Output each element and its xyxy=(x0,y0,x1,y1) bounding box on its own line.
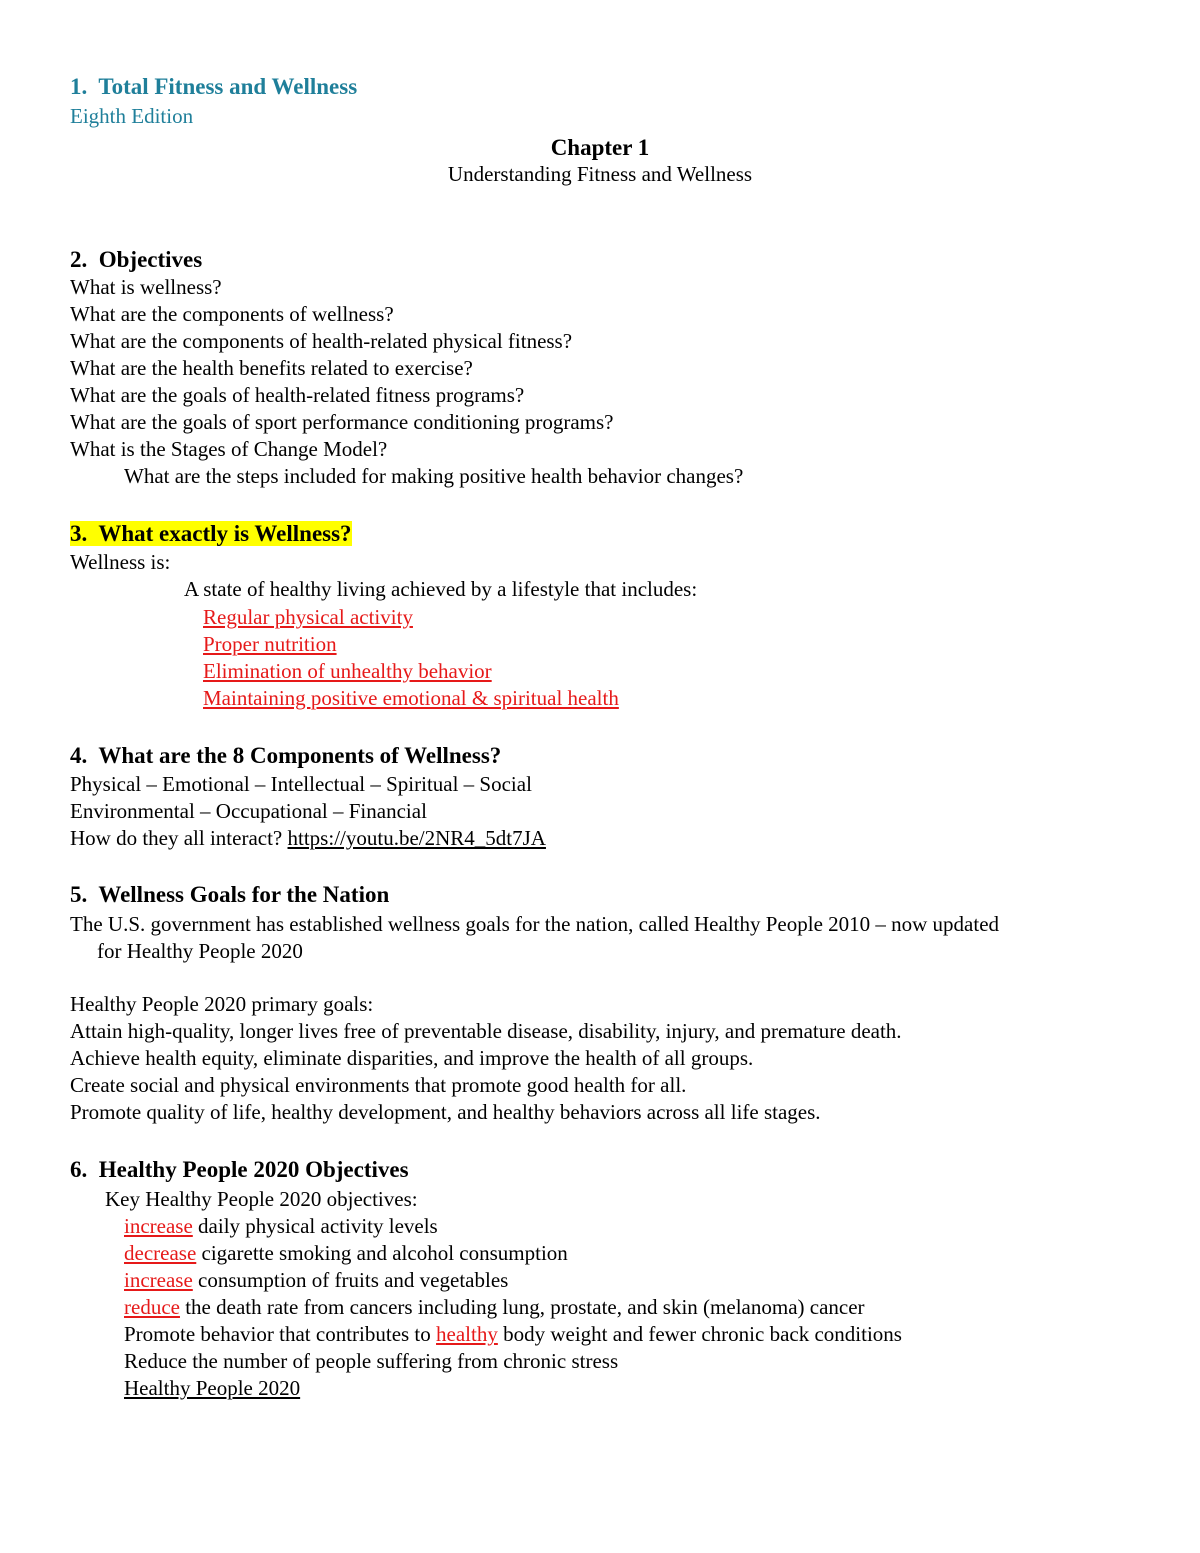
chapter-title: Chapter 1 xyxy=(550,135,650,160)
hp-objective-item xyxy=(124,1267,508,1294)
section-5-heading xyxy=(70,881,389,908)
section-6-title: Healthy People 2020 Objectives xyxy=(98,1157,409,1182)
section-5-number: 5. xyxy=(70,882,88,907)
wellness-definition: A state of healthy living achieved by a lifestyle that includes: xyxy=(184,577,698,601)
objective-item: What is the Stages of Change Model? xyxy=(70,437,388,461)
components-line-2: Environmental – Occupational – Financial xyxy=(70,799,427,823)
healthy-people-link[interactable]: Healthy People 2020 xyxy=(124,1376,301,1400)
lifestyle-item[interactable]: Regular physical activity xyxy=(203,605,413,629)
section-3-heading xyxy=(70,520,352,547)
section-1-title: Total Fitness and Wellness xyxy=(98,74,358,99)
lifestyle-item[interactable]: Maintaining positive emotional & spiritual health xyxy=(203,686,619,710)
youtube-link[interactable]: https://youtu.be/2NR4_5dt7JA xyxy=(287,826,546,850)
section-5-title: Wellness Goals for the Nation xyxy=(98,882,390,907)
objective-item: What are the health benefits related to exercise? xyxy=(70,356,473,380)
key-objectives-intro: Key Healthy People 2020 objectives: xyxy=(105,1187,418,1211)
objective-text: body weight and fewer chronic back conditions xyxy=(497,1322,902,1346)
hp-objective-item xyxy=(124,1294,865,1321)
objective-keyword[interactable]: reduce xyxy=(124,1295,180,1319)
section-3-title: What exactly is Wellness? xyxy=(98,521,352,546)
primary-goal-item: Attain high-quality, longer lives free of preventable disease, disability, injury, and premature death. xyxy=(70,1019,902,1043)
hp-objective-item xyxy=(124,1321,902,1348)
hp-objective-item: Reduce the number of people suffering from chronic stress xyxy=(124,1349,619,1373)
section-1-number: 1. xyxy=(70,74,88,99)
objective-text: consumption of fruits and vegetables xyxy=(192,1268,509,1292)
components-line-1: Physical – Emotional – Intellectual – Spiritual – Social xyxy=(70,772,532,796)
primary-goals-heading: Healthy People 2020 primary goals: xyxy=(70,992,374,1016)
primary-goal-item: Promote quality of life, healthy development, and healthy behaviors across all life stages. xyxy=(70,1100,821,1124)
objective-keyword[interactable]: increase xyxy=(124,1214,193,1238)
section-1-heading xyxy=(70,73,357,100)
section-4-title: What are the 8 Components of Wellness? xyxy=(98,743,502,768)
objective-item: What are the goals of health-related fitness programs? xyxy=(70,383,525,407)
section-4-heading xyxy=(70,742,501,769)
section-6-heading xyxy=(70,1156,409,1183)
nation-goals-paragraph-line-1: The U.S. government has established wellness goals for the nation, called Healthy People 2010 – now updated xyxy=(70,912,1000,936)
primary-goal-item: Achieve health equity, eliminate disparities, and improve the health of all groups. xyxy=(70,1046,754,1070)
objective-text: daily physical activity levels xyxy=(192,1214,438,1238)
objective-item: What are the components of health-related physical fitness? xyxy=(70,329,573,353)
hp-objective-item xyxy=(124,1213,438,1240)
section-3-highlight xyxy=(70,521,352,546)
section-3-number: 3. xyxy=(70,521,88,546)
objective-text: cigarette smoking and alcohol consumption xyxy=(196,1241,568,1265)
lifestyle-item[interactable]: Elimination of unhealthy behavior xyxy=(203,659,492,683)
interaction-question-text: How do they all interact? xyxy=(70,826,288,850)
lifestyle-item[interactable]: Proper nutrition xyxy=(203,632,337,656)
section-2-title: Objectives xyxy=(98,247,203,272)
objective-keyword[interactable]: increase xyxy=(124,1268,193,1292)
primary-goal-item: Create social and physical environments that promote good health for all. xyxy=(70,1073,687,1097)
objective-item: What are the components of wellness? xyxy=(70,302,394,326)
nation-goals-paragraph-line-2: for Healthy People 2020 xyxy=(97,939,303,963)
objective-item: What is wellness? xyxy=(70,275,222,299)
chapter-subtitle: Understanding Fitness and Wellness xyxy=(447,162,753,186)
objective-item: What are the goals of sport performance conditioning programs? xyxy=(70,410,614,434)
objective-keyword[interactable]: decrease xyxy=(124,1241,197,1265)
objective-text: the death rate from cancers including lung, prostate, and skin (melanoma) cancer xyxy=(179,1295,865,1319)
objective-text: Promote behavior that contributes to xyxy=(124,1322,437,1346)
section-4-number: 4. xyxy=(70,743,88,768)
interaction-question xyxy=(70,825,546,852)
wellness-intro: Wellness is: xyxy=(70,550,171,574)
hp-objective-item xyxy=(124,1240,568,1267)
objective-keyword[interactable]: healthy xyxy=(436,1322,498,1346)
objective-item: What are the steps included for making positive health behavior changes? xyxy=(124,464,744,488)
edition-label: Eighth Edition xyxy=(70,104,194,128)
section-2-heading xyxy=(70,246,202,273)
section-6-number: 6. xyxy=(70,1157,88,1182)
section-2-number: 2. xyxy=(70,247,88,272)
